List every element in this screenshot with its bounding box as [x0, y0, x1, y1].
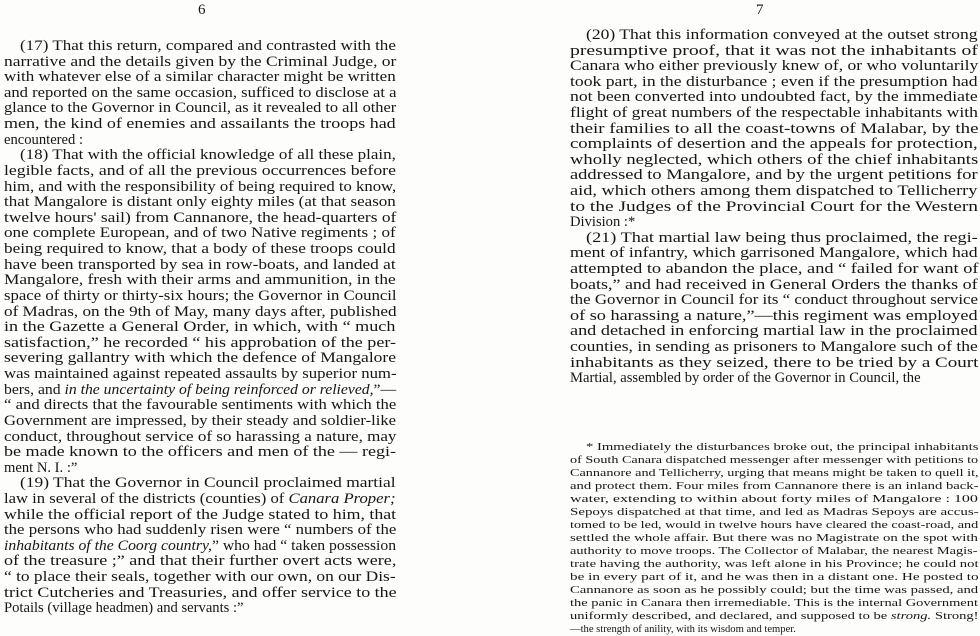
text-line: in the Gazette a General Order, in which, with “ much	[4, 319, 396, 336]
text-line: Mangalore, fresh with their arms and ammunition, in the	[4, 272, 396, 289]
text-line: authority to move troops. The Collector of Malabar, the nearest Magis-	[570, 546, 978, 557]
text-line: was maintained against repeated assaults by superior num-	[4, 366, 397, 383]
text-line: be in every part of it, and he was then in a distant one. He posted to	[570, 572, 979, 583]
text-line: (18) That with the official knowledge of all these plain,	[20, 147, 396, 164]
text-line: severing gallantry with which the defence of Mangalore	[4, 350, 397, 367]
text-line: satisfaction,” he recorded “ his approbation of the per-	[4, 334, 396, 351]
text-line: men, the kind of enemies and assailants the troops had	[4, 116, 396, 133]
text-line: ment N. I. :”	[4, 459, 78, 476]
text-line: “ and directs that the favourable sentiments with which the	[4, 397, 397, 414]
text-line: space of thirty or thirty-six hours; the Governor in Council	[4, 287, 397, 304]
text-line: of South Canara dispatched messenger after messenger with petitions to	[570, 455, 979, 466]
text-line: flight of great numbers of the respectable inhabitants with	[570, 105, 978, 121]
text-line: the panic in Canara then irremediable. This is the internal Government	[570, 598, 978, 609]
text-line: (17) That this return, compared and contrasted with the	[20, 38, 396, 54]
text-line: to the Judges of the Provincial Court for the Western	[570, 198, 978, 215]
text-line: settled the whole affair. But there was no Magistrate on the spot with	[570, 533, 978, 544]
text-line: and protect them. Four miles from Cannanore there is an inland back-	[570, 481, 979, 492]
text-line: (19) That the Governor in Council proclaimed martial	[20, 475, 396, 492]
text-line: have been transported by sea in row-boats, and landed at	[4, 256, 396, 273]
text-line: Division :*	[570, 214, 636, 231]
page-number: 7	[756, 2, 764, 18]
text-line: of Madras, on the 9th of May, many days after, published	[4, 303, 397, 320]
text-line: law in several of the districts (counties) of Canara Proper;	[4, 490, 396, 507]
text-line: Cannanore as soon as he possibly could; but the time was passed, and	[570, 585, 979, 596]
text-line: took part, in the disturbance ; even if the presumption had	[570, 73, 978, 90]
text-line: tomed to be led, would in twelve hours have cleared the coast-road, and	[570, 520, 979, 531]
footnote-divider	[566, 437, 980, 438]
text-line: their families to all the coast-towns of Malabar, by the	[570, 120, 979, 137]
text-line: being required to know, that a body of these troops could	[4, 241, 396, 258]
text-line: Cannanore and Tellicherry, urging that means might be taken to quell it,	[570, 468, 979, 479]
text-line: Potails (village headmen) and servants :”	[4, 600, 244, 617]
text-line: not been converted into undoubted fact, by the immediate	[570, 89, 978, 106]
text-line: the Governor in Council for its “ conduct throughout service	[570, 292, 979, 309]
text-line: water, extending to within about forty miles of Mangalore : 100	[570, 494, 978, 505]
text-line: of the treasure ;” and that their further overt acts were,	[4, 553, 397, 570]
text-line: counties, in sending as prisoners to Mangalore such of the	[570, 339, 978, 355]
text-line: —the strength of anility, with its wisdom and temper.	[570, 624, 796, 635]
text-line: inhabitants as they seized, there to be tried by a Court	[570, 354, 979, 371]
text-line: presumptive proof, that it was not the inhabitants of	[570, 42, 978, 59]
page-number: 6	[198, 2, 206, 18]
text-line: aid, which others among them dispatched to Tellicherry	[570, 183, 978, 199]
text-line: and reported on the same occasion, sufficed to disclose at a	[4, 84, 397, 101]
text-line: (21) That martial law being thus proclaimed, the regi-	[586, 229, 978, 246]
text-line: one complete European, and of two Native regiments ; of	[4, 225, 396, 242]
text-line: (20) That this information conveyed at the outset strong	[586, 27, 978, 43]
text-line: Sepoys dispatched at that time, and led as Madras Sepoys are accus-	[570, 507, 979, 518]
text-line: encountered :	[4, 131, 84, 148]
text-line: narrative and the details given by the Criminal Judge, or	[4, 53, 397, 70]
text-line: Martial, assembled by order of the Governor in Council, the	[570, 370, 921, 387]
text-line: be made known to the officers and men of the — regi-	[4, 444, 397, 461]
text-line: of so harassing a nature,”—this regiment was employed	[570, 307, 978, 324]
text-line: bers, and in the uncertainty of being reinforced or relieved,”—	[4, 381, 397, 398]
text-line: ment of infantry, which garrisoned Mangalore, which had	[570, 245, 978, 262]
text-line: trict Cutcheries and Treasuries, and offer service to the	[4, 584, 397, 601]
text-line: and detached in enforcing martial law in the proclaimed	[570, 323, 978, 340]
text-line: addressed to Mangalore, and by the urgent petitions for	[570, 167, 978, 184]
text-line: glance to the Governor in Council, as it revealed to all other	[4, 100, 397, 117]
text-line: inhabitants of the Coorg country,” who had “ taken possession	[4, 537, 397, 554]
text-line: him, and with the responsibility of being required to know,	[4, 178, 397, 195]
right-page	[566, 0, 980, 636]
text-line: twelve hours' sail) from Cannanore, the head-quarters of	[4, 209, 397, 226]
text-line: boats,” and had received in General Orders the thanks of	[570, 276, 978, 293]
text-line: attempted to abandon the place, and “ failed for want of	[570, 261, 979, 277]
text-line: Canara who either previously knew of, or who voluntarily	[570, 58, 979, 75]
left-page	[0, 0, 398, 636]
text-line: while the official report of the Judge stated to him, that	[4, 506, 397, 523]
text-line: Government are impressed, by their steady and soldier-like	[4, 412, 396, 429]
text-line: legible facts, and of all the previous occurrences before	[4, 162, 396, 179]
text-line: complaints of desertion and the appeals for protection,	[570, 136, 978, 153]
text-line: the persons who had suddenly risen were “ numbers of the	[4, 522, 397, 539]
text-line: wholly neglected, which others of the chief inhabitants	[570, 151, 979, 168]
text-line: * Immediately the disturbances broke out, the principal inhabitants	[586, 442, 979, 453]
text-line: with whatever else of a similar character might be written	[4, 69, 396, 86]
text-line: that Mangalore is distant only eighty miles (at that season	[4, 194, 396, 211]
text-line: “ to place their seals, together with our own, on our Dis-	[4, 569, 396, 586]
text-line: trate having the authority, was left alone in his Province; he could not	[570, 559, 979, 570]
text-line: uniformly described, and declared, and supposed to be strong. Strong!	[570, 611, 979, 622]
text-line: conduct, throughout service of so harassing a nature, may	[4, 428, 397, 445]
